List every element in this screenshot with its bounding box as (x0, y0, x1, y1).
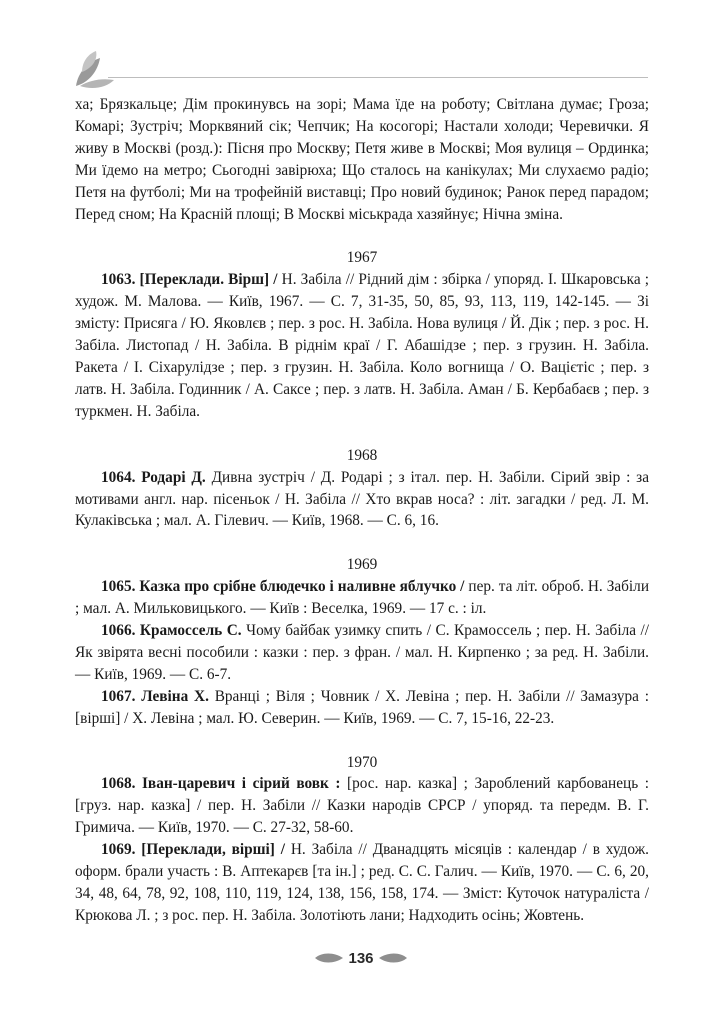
continued-paragraph: ха; Брязкальце; Дім прокинувсь на зорі; Мама їде на роботу; Світлана думає; Гроза; Комарі; Зустріч; Морквяний сік; Чепчик; На косогорі; Настали холоди; Черевички. Я живу в Москві (розд.): Пісня про Москву; Петя живе в Москві; Моя вулиця – Ординка; Ми їдемо на метро; Сьогодні завірюха; Що сталось на канікулах; Ми слухаємо радіо; Петя на футболі; Ми на трофейній виставці; Про новий будинок; Ранок перед парадом; Перед сном; На Красній площі; В Москві міськрада хазяйнує; Нічна зміна. (75, 96, 649, 223)
bibliography-entry (75, 620, 649, 686)
entry-number: 1064. (101, 468, 136, 486)
entry-heading: Казка про срібне блюдечко і наливне яблучко / (135, 578, 465, 596)
footer-left-leaf-icon (314, 952, 344, 964)
entry-body: Н. Забіла // Рідний дім : збірка / упоряд. І. Шкаровська ; худож. М. Малова. — Київ, 1967. — С. 7, 31-35, 50, 85, 93, 113, 119, 142-145. — Зі змісту: Присяга / Ю. Яковлєв ; пер. з рос. Н. Забіла. Нова вулиця / Й. Дік ; пер. з рос. Н. Забіла. Листопад / Н. Забіла. В ріднім краї / Г. Абашідзе ; пер. з грузин. Н. Забіла. Ракета / І. Сіхарулідзе ; пер. з грузин. Н. Забіла. Коло вогнища / О. Вацієтіс ; пер. з латв. Н. Забіла. Годинник / А. Саксе ; пер. з латв. Н. Забіла. Аман / Б. Кербабаєв ; пер. з туркмен. Н. Забіла. (75, 271, 649, 420)
year-heading: 1968 (346, 446, 378, 464)
entry-body: [рос. нар. казка] ; Зароблений карбованець : [груз. нар. казка] / пер. Н. Забіли // Казки народів СРСР / упоряд. та передм. В. Г. Гримича. — Київ, 1970. — С. 27-32, 58-60. (75, 775, 649, 837)
bibliography-entry (75, 686, 649, 730)
page-footer (0, 945, 722, 971)
entry-number: 1065. (101, 578, 136, 596)
page-content (75, 94, 649, 927)
entry-heading: Родарі Д. (135, 468, 206, 486)
bibliography-entry (75, 269, 649, 422)
entry-heading: [Переклади, вірші] / (135, 841, 286, 859)
bibliography-entry (75, 839, 649, 927)
bibliography-entry (75, 773, 649, 839)
entry-body: Дивна зустріч / Д. Родарі ; з італ. пер. Н. Забіли. Сірий звір : за мотивами англ. нар. пісеньок / Н. Забіла // Хто вкрав носа? : літ. загадки / ред. Л. М. Кулаківська ; мал. А. Гілевич. — Київ, 1968. — С. 6, 16. (75, 468, 650, 530)
entry-number: 1063. (101, 271, 136, 289)
entry-number: 1067. (101, 687, 136, 705)
entry-heading: Крамоссель С. (135, 622, 242, 640)
page-number: 136 (348, 949, 374, 967)
entry-body: пер. та літ. оброб. Н. Забіли ; мал. А. Мильковицького. — Київ : Веселка, 1969. — 17 с. : іл. (75, 578, 650, 618)
bibliography-entry (75, 467, 649, 533)
entry-number: 1068. (101, 775, 136, 793)
leaf-ornament-icon (70, 50, 116, 90)
entry-heading: Іван-царевич і сірий вовк : (135, 775, 341, 793)
bibliography-entry (75, 576, 649, 620)
entry-body: Вранці ; Віля ; Човник / Х. Левіна ; пер. Н. Забіли // Замазура : [вірші] / Х. Левіна ; мал. Ю. Северин. — Київ, 1969. — С. 7, 15-16, 22-23. (75, 687, 650, 727)
entry-body: Чому байбак узимку спить / С. Крамоссель ; пер. Н. Забіла // Як звірята весні пособили : казки : пер. з фран. / мал. Н. Кирпенко ; за ред. Н. Забіли. — Київ, 1969. — С. 6-7. (75, 622, 649, 683)
footer-right-leaf-icon (378, 952, 408, 964)
entry-body: Н. Забіла // Дванадцять місяців : календар / в худож. оформ. брали участь : В. Аптекарєв [та ін.] ; ред. С. С. Галич. — Київ, 1970. — С. 6, 20, 34, 48, 64, 78, 92, 108, 110, 119, 124, 138, 156, 158, 174. — Зміст: Куточок натураліста / Крюкова Л. ; з рос. пер. Н. Забіла. Золотіють лани; Надходить осінь; Жовтень. (75, 841, 649, 924)
header-rule (108, 77, 648, 78)
year-heading: 1969 (346, 556, 378, 574)
entry-number: 1069. (101, 841, 136, 859)
entry-heading: [Переклади. Вірш] / (135, 271, 278, 289)
year-heading: 1970 (346, 753, 378, 771)
entry-number: 1066. (101, 622, 136, 640)
bibliography-sections (75, 247, 649, 926)
entry-heading: Левіна Х. (135, 687, 209, 705)
year-heading: 1967 (346, 249, 378, 267)
